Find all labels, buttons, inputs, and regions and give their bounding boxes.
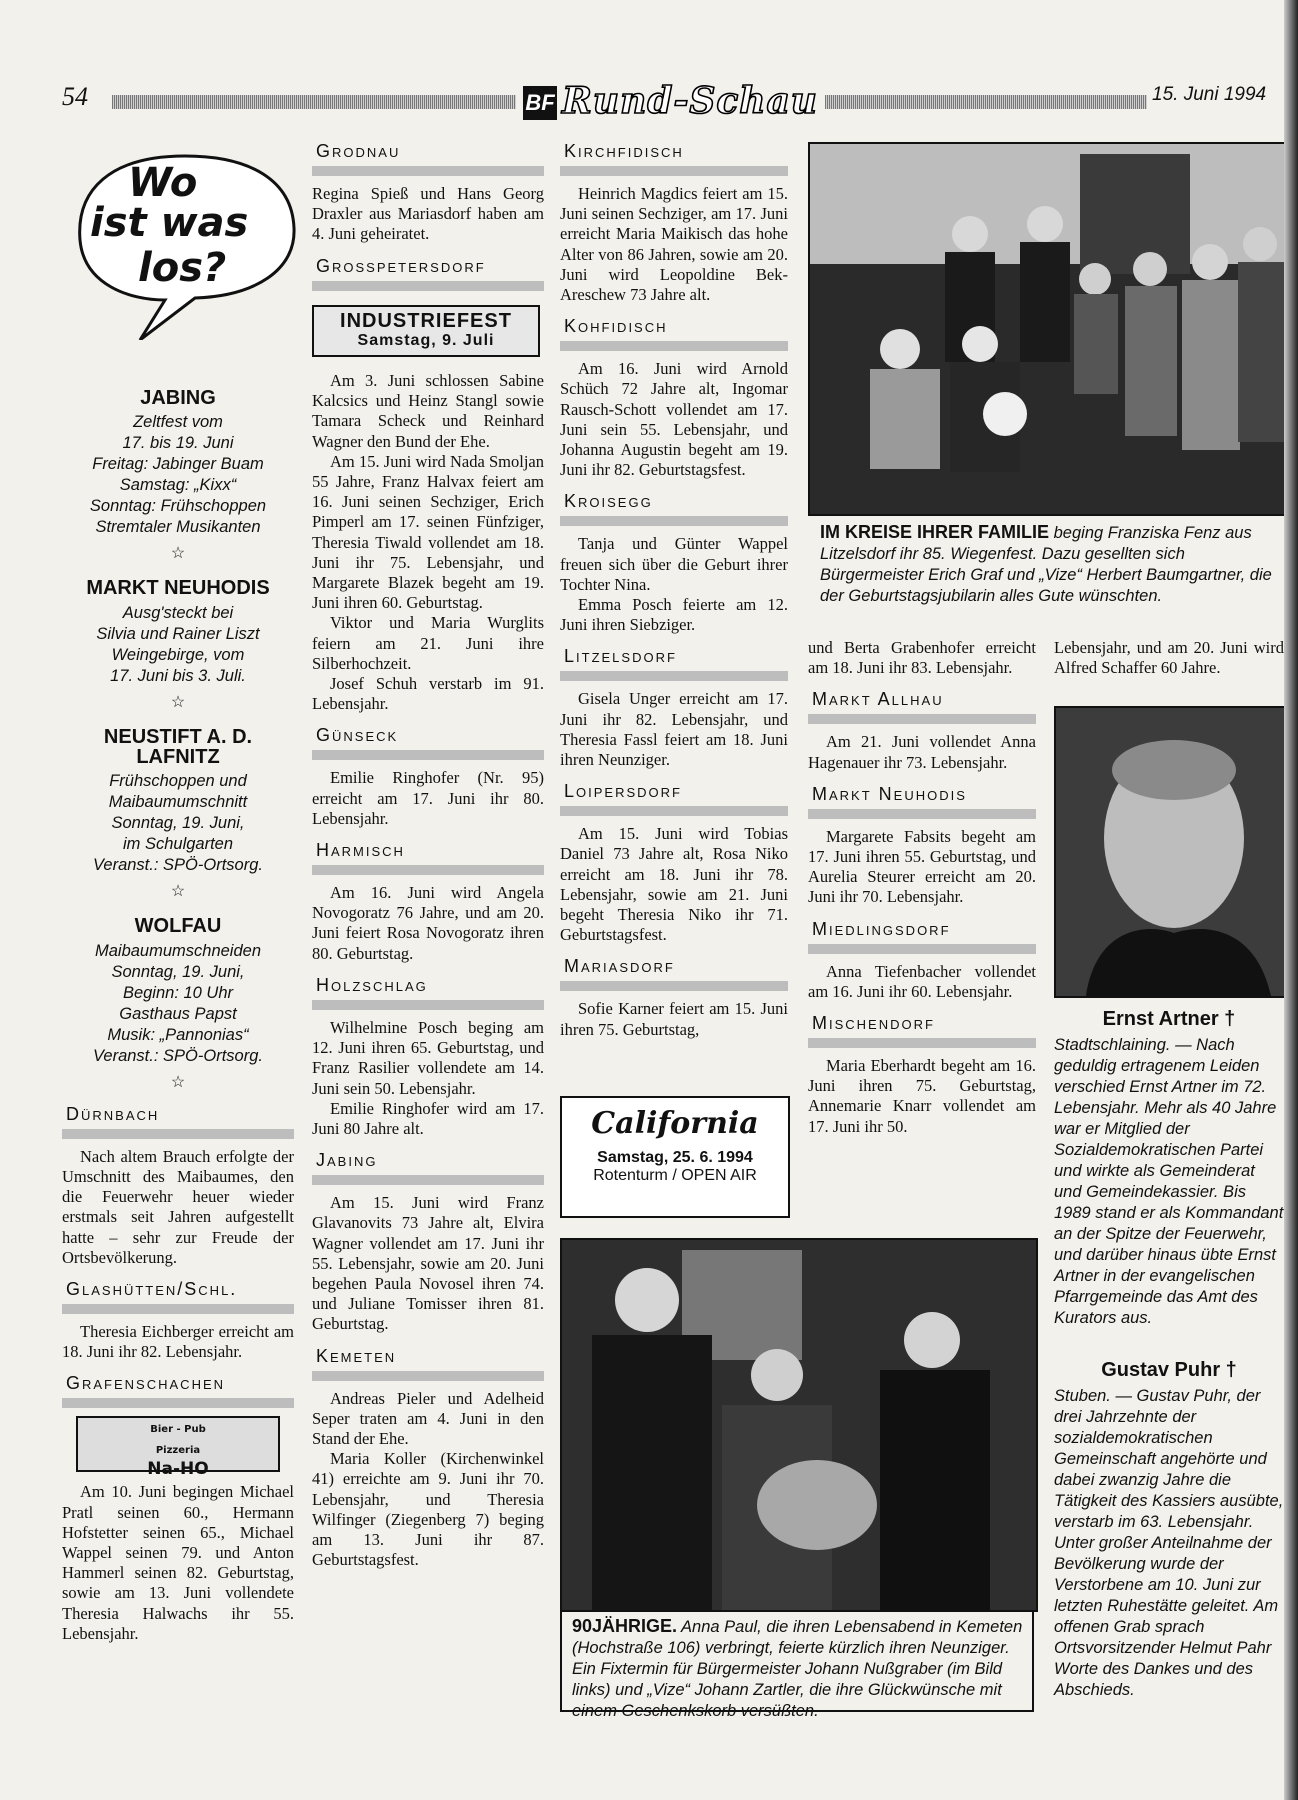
- section-heading: Miedlingsdorf: [808, 918, 1036, 954]
- caption-bold: IM KREISE IHRER FAMILIE: [820, 522, 1050, 542]
- event-line: Veranst.: SPÖ-Ortsorg.: [93, 1046, 263, 1065]
- caption-frame: [560, 1610, 1034, 1712]
- box-subtitle: Samstag, 9. Juli: [357, 331, 495, 349]
- event-line: Sonntag: Frühschoppen: [89, 497, 267, 516]
- section-heading: Kemeten: [312, 1345, 544, 1381]
- page-edge-shadow: [1284, 0, 1298, 1800]
- event-line: Ausg'steckt bei: [122, 603, 234, 622]
- bubble-line-2: ist was: [90, 200, 249, 246]
- star-divider: ☆: [170, 883, 186, 901]
- event-neustift: [62, 727, 294, 876]
- california-logo: California: [591, 1106, 759, 1141]
- family-photo-illustration: [810, 144, 1284, 514]
- section-heading: Loipersdorf: [560, 780, 788, 816]
- column-2: [312, 140, 544, 1570]
- star-divider: ☆: [170, 693, 186, 711]
- obituaries: [1054, 1008, 1284, 1701]
- section-heading: Kohfidisch: [560, 315, 788, 351]
- article-text: Am 21. Juni vollendet Anna Hagenauer ihr 73. Lebensjahr.: [808, 732, 1036, 772]
- ad-line: Bier - Pub: [150, 1424, 206, 1436]
- article-text: Am 3. Juni schlossen Sabine Kalcsics und Heinz Stangl sowie Tamara Scheck und Reinhard Wagner den Bund der Ehe.: [312, 371, 544, 451]
- event-line: im Schulgarten: [122, 835, 234, 854]
- ad-line: Samstag, 25. 6. 1994: [597, 1149, 753, 1166]
- event-line: Weingebirge, vom: [111, 645, 245, 664]
- event-markt-neuhodis: [62, 578, 294, 686]
- event-line: 17. bis 19. Juni: [122, 434, 234, 453]
- section-heading: Harmisch: [312, 839, 544, 875]
- event-line: Freitag: Jabinger Buam: [92, 455, 264, 474]
- article-text: Regina Spieß und Hans Georg Draxler aus Mariasdorf haben am 4. Juni geheiratet.: [312, 184, 544, 244]
- article-text: Emilie Ringhofer wird am 17. Juni 80 Jahre alt.: [312, 1098, 544, 1138]
- obituary-text: Stuben. — Gustav Puhr, der drei Jahrzehnte der sozialdemokratischen Gemeinschaft angehörte und dabei zwanzig Jahre die Tätigkeit des Kassiers ausübte, verstarb im 63. Lebensjahr. Unter großer Anteilnahme der Bevölkerung wurde der Verstorbene am 10. Juni zur letzten Ruhestätte geleitet. Am offenen Grab sprach Ortsvorsitzender Helmut Pahr Worte des Dankes und des Abschieds.: [1054, 1387, 1284, 1699]
- section-heading: Litzelsdorf: [560, 645, 788, 681]
- article-text: Josef Schuh verstarb im 91. Lebensjahr.: [312, 674, 544, 714]
- article-text: Maria Koller (Kirchenwinkel 41) erreichte am 9. Juni ihr 70. Lebensjahr, und Theresia Wilfinger (Ziegenberg 7) beging am 13. Juni ihr 87. Geburtstagsfest.: [312, 1449, 544, 1570]
- article-text: Viktor und Maria Wurglits feiern am 21. Juni ihre Silberhochzeit.: [312, 613, 544, 673]
- california-ad: [560, 1096, 790, 1218]
- column-3: [560, 140, 788, 1040]
- event-line: Stremtaler Musikanten: [95, 518, 261, 537]
- portrait-illustration: [1056, 708, 1284, 996]
- event-title: MARKT NEUHODIS: [86, 577, 270, 600]
- event-line: Maibaumumschnitt: [108, 793, 248, 812]
- section-heading: Jabing: [312, 1149, 544, 1185]
- portrait-ernst-artner: [1054, 706, 1286, 998]
- industriefest-box: [312, 305, 540, 357]
- pub-ad: [76, 1416, 280, 1479]
- article-text: Am 15. Juni wird Nada Smoljan 55 Jahre, Franz Halvax feiert am 16. Juni seinen Sechziger, Erich Pimperl am 17. seinen Fünfziger, Theresia Tiwald vollendet am 18. Juni ihr 75. Lebensjahr, und Margarete Blazek begeht am 19. Juni ihren 60. Geburtstag.: [312, 451, 544, 613]
- section-heading: Mariasdorf: [560, 955, 788, 991]
- event-line: Sonntag, 19. Juni,: [111, 962, 245, 981]
- caption-bold: 90JÄHRIGE.: [572, 1616, 678, 1636]
- ninety-photo-illustration: [562, 1240, 1036, 1610]
- section-heading: Holzschlag: [312, 974, 544, 1010]
- caption-text: beging Franziska Fenz aus Litzelsdorf ihr 85. Wiegenfest. Dazu gesellten sich Bürgermeister Erich Graf und „Vize“ Herbert Baumgartner, die der Geburtstagsjubilarin alles Gute wünschten.: [820, 524, 1272, 605]
- article-text: Nach altem Brauch erfolgte der Umschnitt des Maibaumes, den die Feuerwehr heuer wieder erstmals seit Jahren aufgestellt hatte – sehr zur Freude der Ortsbevölkerung.: [62, 1146, 294, 1267]
- article-text: Am 10. Juni begingen Michael Pratl seinen 60., Hermann Hofstetter seinen 65., Michael Wappel seinen 79. und Anton Hammerl seinen 82. Geburtstag, sowie am 13. Juni vollendete Theresia Halwachs ihr 55. Lebensjahr.: [62, 1482, 294, 1643]
- article-text: Am 15. Juni wird Tobias Daniel 73 Jahre alt, Rosa Niko erreicht am 18. Juni ihr 78. Lebensjahr, sowie am 21. Juni begeht Theresia Niko ihr 71. Geburtstagsfest.: [560, 824, 788, 945]
- section-heading: Markt Allhau: [808, 688, 1036, 724]
- article-text: Lebensjahr, und am 20. Juni wird Alfred Schaffer 60 Jahre.: [1054, 638, 1284, 678]
- column-4: [808, 638, 1036, 1137]
- article-text: und Berta Grabenhofer erreicht am 18. Juni ihr 83. Lebensjahr.: [808, 638, 1036, 678]
- star-divider: ☆: [170, 545, 186, 563]
- event-line: Frühschoppen und: [109, 772, 247, 791]
- article-text: Tanja und Günter Wappel freuen sich über die Geburt ihrer Tochter Nina.: [560, 534, 788, 594]
- article-text: Emilie Ringhofer (Nr. 95) erreicht am 17. Juni ihr 80. Lebensjahr.: [312, 768, 544, 828]
- family-photo: [808, 142, 1286, 516]
- bubble-line-1: Wo: [128, 160, 198, 206]
- section-heading: Mischendorf: [808, 1012, 1036, 1048]
- logo-badge: BF: [523, 86, 557, 120]
- event-line: Veranst.: SPÖ-Ortsorg.: [93, 856, 263, 875]
- obituary-name: Ernst Artner †: [1102, 1008, 1236, 1030]
- article-text: Gisela Unger erreicht am 17. Juni ihr 82. Lebensjahr, und Theresia Fassl feiert am 18. Juni ihren Neunziger.: [560, 689, 788, 770]
- ad-line: Rotenturm / OPEN AIR: [593, 1167, 757, 1184]
- box-title: INDUSTRIEFEST: [340, 309, 512, 332]
- ad-line: Na-HO: [147, 1458, 209, 1479]
- section-heading: Kirchfidisch: [560, 140, 788, 176]
- article-text: Am 16. Juni wird Arnold Schüch 72 Jahre alt, Ingomar Rausch-Schott vollendet am 17. Juni sein 55. Lebensjahr, und Johanna Augustin begeht am 19. Juni ihr 82. Geburtstagsfest.: [560, 359, 788, 480]
- masthead-title: Rund-Schau: [562, 80, 818, 122]
- event-line: Musik: „Pannonias“: [107, 1025, 249, 1044]
- event-line: Maibaumumschneiden: [94, 941, 261, 960]
- event-line: 17. Juni bis 3. Juli.: [110, 666, 246, 685]
- event-line: Samstag: „Kixx“: [119, 476, 237, 495]
- event-wolfau: [62, 916, 294, 1066]
- ad-line: Pizzeria: [155, 1444, 201, 1456]
- section-heading: Markt Neuhodis: [808, 783, 1036, 819]
- events-column: [62, 378, 294, 1644]
- page-number: 54: [62, 82, 88, 111]
- article-text: Margarete Fabsits begeht am 17. Juni ihren 55. Geburtstag, und Aurelia Steurer erreicht am 20. Juni ihr 70. Lebensjahr.: [808, 826, 1036, 907]
- section-heading: Dürnbach: [62, 1103, 294, 1139]
- obituary-text: Stadtschlaining. — Nach geduldig ertragenem Leiden verschied Ernst Artner im 72. Lebensjahr. Mehr als 40 Jahre war er Mitglied der Sozialdemokratischen Partei und wirkte als Gemeinderat und Gemeindekassier. Bis 1989 stand er als Kommandant an der Spitze der Feuerwehr, und darüber hinaus übte Ernst Artner in der evangelischen Pfarrgemeinde das Amt des Kurators aus.: [1054, 1036, 1284, 1327]
- header-rule-left: [112, 95, 516, 109]
- event-line: Zeltfest vom: [133, 413, 223, 432]
- article-text: Theresia Eichberger erreicht am 18. Juni ihr 82. Lebensjahr.: [62, 1322, 294, 1362]
- section-heading: Grafenschachen: [62, 1372, 294, 1408]
- event-line: Gasthaus Papst: [119, 1004, 237, 1023]
- event-line: Sonntag, 19. Juni,: [111, 814, 245, 833]
- article-text: Sofie Karner feiert am 15. Juni ihren 75. Geburtstag,: [560, 999, 788, 1039]
- event-title: WOLFAU: [134, 915, 222, 938]
- event-line: Silvia und Rainer Liszt: [96, 624, 260, 643]
- article-text: Am 16. Juni wird Angela Novogoratz 76 Jahre, und am 20. Juni feiert Rosa Novogoratz ihren 80. Geburtstag.: [312, 883, 544, 963]
- ninety-year-old-photo: [560, 1238, 1038, 1612]
- event-line: Beginn: 10 Uhr: [122, 983, 234, 1002]
- event-jabing: [62, 388, 294, 538]
- article-text: Andreas Pieler und Adelheid Seper traten am 4. Juni in den Stand der Ehe.: [312, 1388, 544, 1448]
- article-text: Am 15. Juni wird Franz Glavanovits 73 Jahre alt, Elvira Wagner vollendet am 17. Juni ihr 55. Lebensjahr, sowie am 20. Juni begehen Paula Novosel ihren 74. und Juliane Tomisser ihren 81. Geburtstag.: [312, 1193, 544, 1334]
- star-divider: ☆: [170, 1073, 186, 1091]
- article-text: Wilhelmine Posch beging am 12. Juni ihren 65. Geburtstag, und Franz Rasilier vollendete am 14. Juni sein 50. Lebensjahr.: [312, 1017, 544, 1098]
- article-text: Anna Tiefenbacher vollendet am 16. Juni ihr 60. Lebensjahr.: [808, 961, 1036, 1001]
- event-title: NEUSTIFT A. D. LAFNITZ: [103, 725, 253, 769]
- article-text: Maria Eberhardt begeht am 16. Juni ihren 75. Geburtstag, Annemarie Knarr vollendet am 17. Juni ihr 50.: [808, 1056, 1036, 1136]
- obituary-name: Gustav Puhr †: [1101, 1359, 1237, 1381]
- bubble-line-3: los?: [138, 245, 227, 291]
- issue-date: 15. Juni 1994: [1152, 84, 1267, 105]
- section-heading: Kroisegg: [560, 490, 788, 526]
- section-heading: Günseck: [312, 724, 544, 760]
- header-rule-right: [825, 95, 1147, 109]
- caption-text: Anna Paul, die ihren Lebensabend in Kemeten (Hochstraße 106) verbringt, feierte kürzlich ihren Neunziger. Ein Fixtermin für Bürgermeister Johann Nußgraber (im Bild links) und „Vize“ Johann Zartler, die ihre Glückwünsche mit einem Geschenkskorb versüßten.: [572, 1618, 1023, 1720]
- article-text: Heinrich Magdics feiert am 15. Juni seinen Sechziger, am 17. Juni erreicht Maria Maikisch das hohe Alter von 86 Jahren, sowie am 20. Juni wird Leopoldine Bek-Areschew 73 Jahre alt.: [560, 184, 788, 305]
- section-heading: Grodnau: [312, 140, 544, 176]
- section-heading: Grosspetersdorf: [312, 255, 544, 291]
- family-photo-caption: [820, 522, 1282, 607]
- event-title: JABING: [140, 387, 216, 409]
- column-5: [1054, 638, 1284, 678]
- section-heading: Glashütten/Schl.: [62, 1278, 294, 1314]
- article-text: Emma Posch feierte am 12. Juni ihren Siebziger.: [560, 595, 788, 635]
